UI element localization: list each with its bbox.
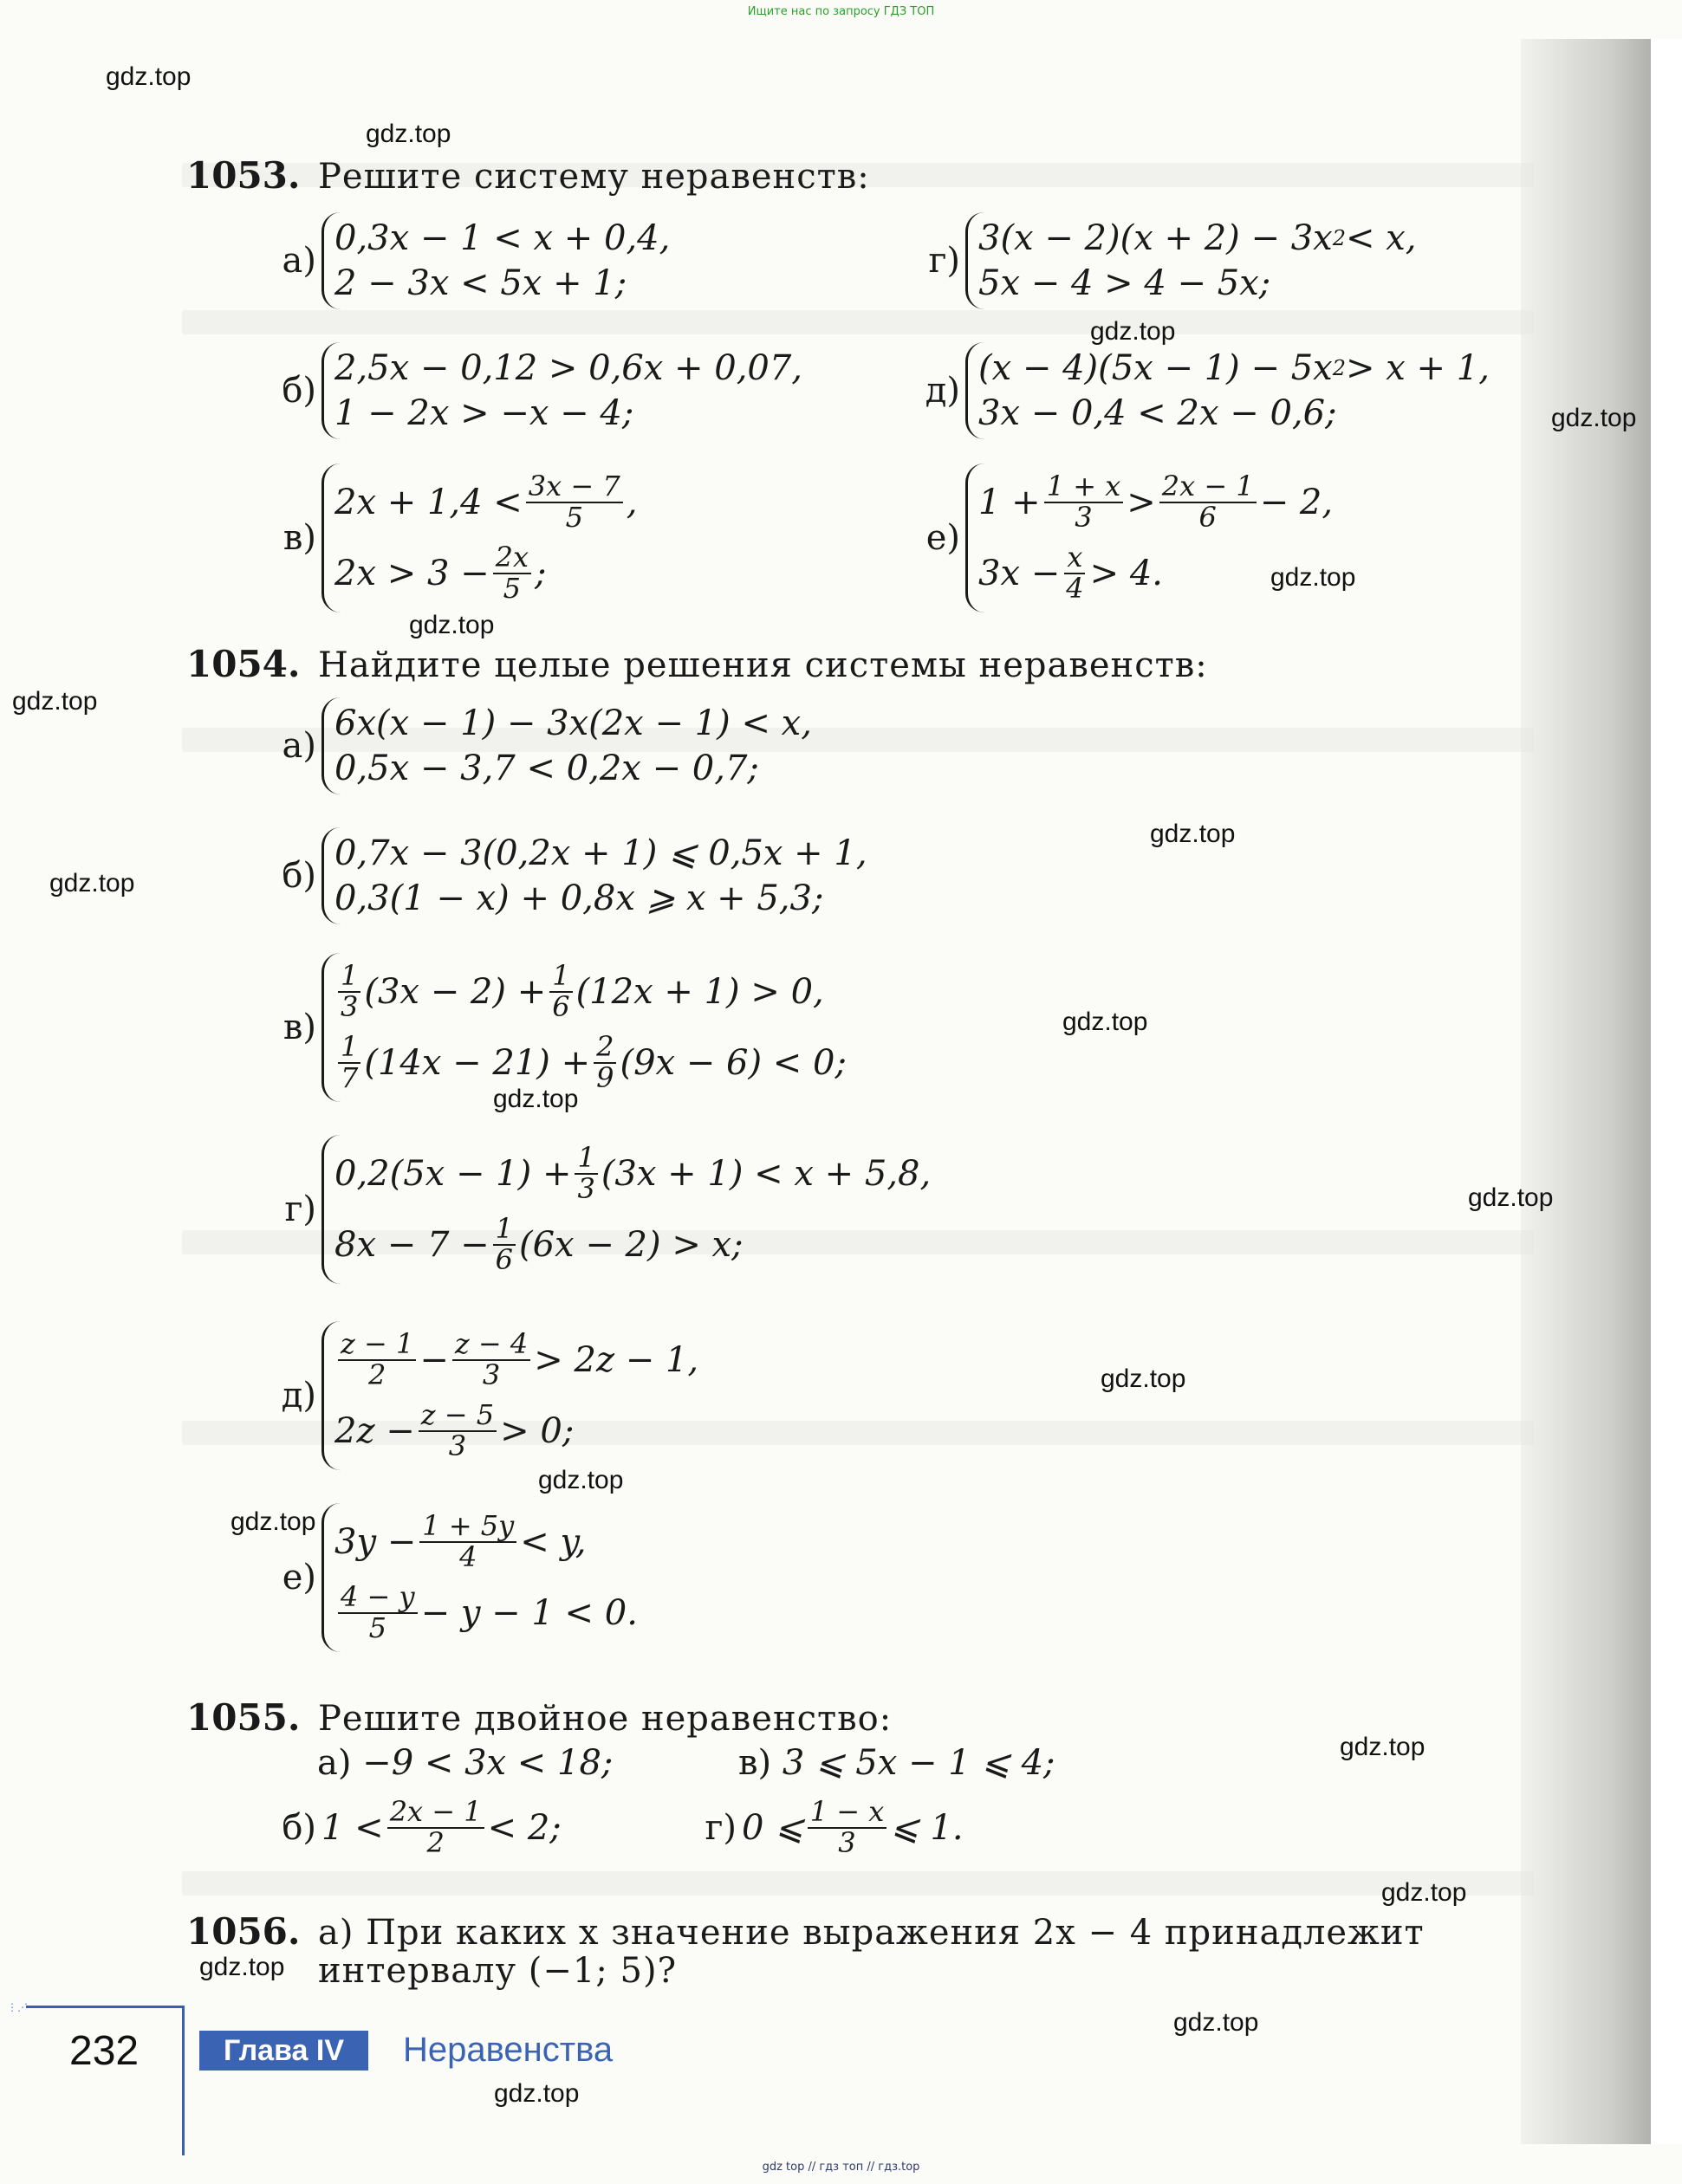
chapter-badge: Глава IV — [199, 2031, 368, 2071]
fraction: $\frac{1 + 5y}{4}$ — [419, 1512, 516, 1572]
watermark: gdz.top — [49, 869, 135, 898]
inequality: 2,5x − 0,12 > 0,6x + 0,07, — [334, 348, 803, 388]
problem-1053-b — [264, 342, 802, 439]
problem-number: 1055. — [186, 1696, 301, 1739]
fraction: $\frac{2x}{5}$ — [493, 543, 531, 603]
top-banner[interactable]: Ищите нас по запросу ГДЗ ТОП — [747, 5, 935, 18]
watermark: gdz.top — [366, 120, 451, 148]
inequality: 0,3x − 1 < x + 0,4, — [334, 218, 671, 258]
watermark: gdz.top — [199, 1953, 285, 1981]
problem-1054-e — [264, 1503, 638, 1652]
chapter-title: Неравенства — [403, 2031, 614, 2069]
watermark: gdz.top — [1090, 317, 1176, 346]
item-label: д) — [281, 1376, 316, 1416]
inequality: $\frac{1}{7}$ (14x − 21) + $\frac{2}{9}$ (9x − 6) < 0; — [334, 1027, 847, 1098]
watermark: gdz.top — [1101, 1364, 1186, 1393]
problem-title: Решите систему неравенств: — [318, 157, 870, 197]
inequality-system — [965, 212, 1417, 309]
watermark: gdz.top — [409, 611, 495, 639]
inequality-system — [965, 463, 1333, 612]
fraction: $\frac{4 - y}{5}$ — [338, 1583, 418, 1643]
inequality: 2 − 3x < 5x + 1; — [334, 263, 627, 303]
inequality-system — [965, 342, 1490, 439]
problem-1054-v — [264, 953, 847, 1102]
fraction: $\frac{1}{3}$ — [338, 962, 360, 1021]
inequality: 5x − 4 > 4 − 5x; — [978, 263, 1271, 303]
inequality: 0,5x − 3,7 < 0,2x − 0,7; — [334, 749, 759, 788]
show-through-line — [182, 1871, 1534, 1896]
inequality-system — [321, 1321, 698, 1470]
item-label: д) — [925, 371, 960, 411]
inequality: 2z − $\frac{z - 5}{3}$ > 0; — [334, 1398, 575, 1462]
problem-title: Найдите целые решения системы неравенств: — [318, 645, 1208, 685]
watermark: gdz.top — [1551, 404, 1637, 432]
problem-number: 1053. — [186, 154, 301, 197]
inequality: 6x(x − 1) − 3x(2x − 1) < x, — [334, 703, 812, 743]
inequality-system — [321, 463, 637, 612]
problem-1054-d — [264, 1321, 698, 1470]
inequality-system — [321, 1503, 638, 1652]
inequality: $\frac{1}{3}$ (3x − 2) + $\frac{1}{6}$ (12x + 1) > 0, — [334, 956, 847, 1027]
problem-1053-v — [264, 463, 637, 612]
fraction: $\frac{x}{4}$ — [1066, 541, 1084, 605]
item-label: в) — [282, 518, 316, 558]
problem-1053-d — [908, 342, 1490, 439]
fraction: $\frac{1 + x}{3}$ — [1044, 472, 1124, 532]
fraction: $\frac{2x - 1}{2}$ — [387, 1798, 484, 1857]
fraction: $\frac{z - 4}{3}$ — [452, 1330, 530, 1390]
watermark: gdz.top — [494, 2079, 580, 2108]
item-label: а) — [282, 241, 316, 281]
inequality-system — [321, 697, 812, 794]
fraction: $\frac{1}{7}$ — [338, 1033, 360, 1092]
problem-1055-heading — [186, 1696, 892, 1739]
item-label: г) — [284, 1189, 316, 1229]
watermark: gdz.top — [493, 1085, 579, 1113]
watermark: gdz.top — [106, 62, 192, 91]
inequality: 0,2(5x − 1) + $\frac{1}{3}$ (3x + 1) < x + 5,8, — [334, 1141, 932, 1205]
watermark: gdz.top — [12, 687, 98, 716]
problem-1054-heading — [186, 643, 1208, 685]
inequality-system — [321, 953, 847, 1102]
inequality-system — [321, 342, 802, 439]
problem-1053-g — [908, 212, 1417, 309]
inequality: 2x + 1,4 < $\frac{3x - 7}{5}$ , — [334, 470, 638, 534]
problem-1055-v: в) 3 ⩽ 5x − 1 ⩽ 4; — [738, 1743, 1055, 1783]
problem-1054-a — [264, 697, 812, 794]
watermark: gdz.top — [231, 1507, 316, 1536]
fraction: $\frac{1 - x}{3}$ — [808, 1798, 887, 1857]
item-label: в) — [282, 1008, 316, 1047]
problem-1054-b — [264, 827, 867, 924]
corner-decoration: ⋮⋰ — [7, 2001, 28, 2013]
show-through-line — [182, 310, 1534, 334]
inequality: 1 − 2x > −x − 4; — [334, 393, 634, 433]
problem-1055-b: б) 1 < $\frac{2x - 1}{2}$ < 2; — [282, 1795, 562, 1859]
problem-1054-g — [264, 1135, 931, 1284]
item-label: а) — [282, 726, 316, 766]
problem-text: а) При каких x значение выражения 2x − 4 принадлежит — [318, 1913, 1425, 1953]
item-label: е) — [282, 1558, 316, 1597]
page-edge — [1651, 39, 1682, 2144]
item-label: е) — [925, 518, 960, 558]
inequality: 0,7x − 3(0,2x + 1) ⩽ 0,5x + 1, — [334, 833, 867, 873]
fraction: $\frac{2x - 1}{6}$ — [1159, 472, 1257, 532]
problem-number: 1056. — [186, 1910, 301, 1953]
inequality-system — [321, 827, 867, 924]
watermark: gdz.top — [1340, 1733, 1425, 1761]
watermark: gdz.top — [1270, 563, 1356, 592]
fraction: $\frac{3x - 7}{5}$ — [526, 472, 623, 532]
fraction: $\frac{1}{6}$ — [493, 1215, 516, 1274]
problem-1053-a — [264, 212, 670, 309]
fraction: $\frac{z - 5}{3}$ — [419, 1401, 497, 1461]
inequality: 3x − 0,4 < 2x − 0,6; — [978, 393, 1337, 433]
problem-1055-g: г) 0 ⩽ $\frac{1 - x}{3}$ ⩽ 1. — [705, 1795, 964, 1859]
watermark: gdz.top — [1468, 1183, 1554, 1212]
inequality: 0,3(1 − x) + 0,8x ⩾ x + 5,3; — [334, 878, 824, 918]
inequality: 3(x − 2)(x + 2) − 3x 2 < x, — [978, 218, 1417, 258]
inequality: $\frac{4 - y}{5}$ − y − 1 < 0. — [334, 1578, 638, 1649]
inequality: 1 + $\frac{1 + x}{3}$ > $\frac{2x - 1}{6}$ − 2, — [978, 470, 1334, 534]
watermark: gdz.top — [1062, 1008, 1148, 1036]
problem-1053-e — [908, 463, 1333, 612]
bottom-banner[interactable]: gdz top // гдз топ // гдз.top — [762, 2161, 920, 2174]
watermark: gdz.top — [538, 1466, 624, 1494]
fraction: $\frac{2}{9}$ — [594, 1033, 616, 1092]
watermark: gdz.top — [1381, 1878, 1467, 1907]
inequality-system — [321, 212, 670, 309]
fraction: $\frac{z - 1}{2}$ — [338, 1330, 416, 1390]
inequality: 2x > 3 − $\frac{2x}{5}$ ; — [334, 541, 547, 605]
item-label: б) — [282, 856, 316, 896]
inequality: 3x − $\frac{x}{4}$ > 4. — [978, 541, 1164, 605]
inequality: 3y − $\frac{1 + 5y}{4}$ < y, — [334, 1509, 587, 1573]
problem-title: Решите двойное неравенство: — [318, 1699, 893, 1739]
page-number: 232 — [69, 2028, 140, 2074]
problem-number: 1054. — [186, 643, 301, 685]
inequality: (x − 4)(5x − 1) − 5x 2 > x + 1, — [978, 348, 1490, 388]
inequality: 8x − 7 − $\frac{1}{6}$ (6x − 2) > x; — [334, 1212, 744, 1276]
problem-1055-a: а) −9 < 3x < 18; — [317, 1743, 614, 1783]
problem-text: интервалу (−1; 5)? — [318, 1951, 678, 1991]
inequality-system — [321, 1135, 931, 1284]
item-label: б) — [282, 371, 316, 411]
fraction: $\frac{1}{3}$ — [575, 1144, 597, 1203]
fraction: $\frac{1}{6}$ — [549, 962, 572, 1021]
problem-1056-heading — [186, 1910, 1425, 1953]
watermark: gdz.top — [1173, 2008, 1259, 2037]
watermark: gdz.top — [1150, 820, 1236, 848]
item-label: г) — [928, 241, 960, 281]
inequality: $\frac{z - 1}{2}$ − $\frac{z - 4}{3}$ > 2z − 1, — [334, 1325, 698, 1396]
problem-1053-heading — [186, 154, 870, 197]
